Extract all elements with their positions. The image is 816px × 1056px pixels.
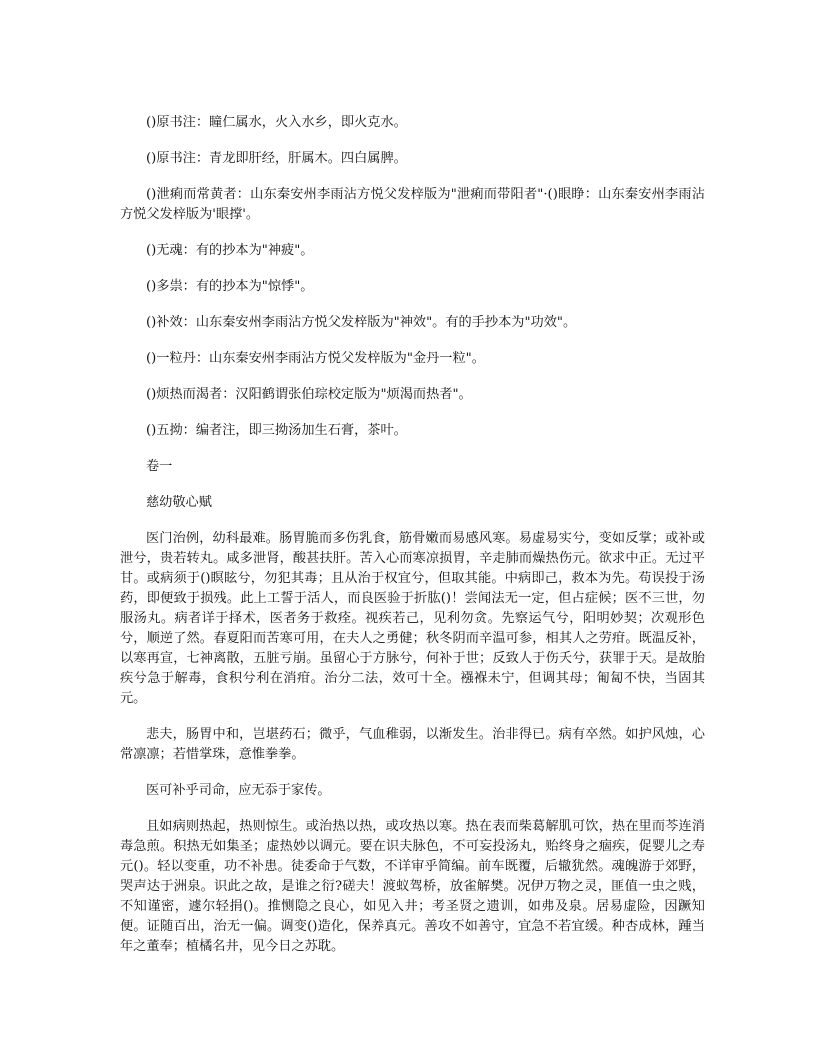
body-paragraph-3: 医可补乎司命，应无忝于家传。 — [146, 783, 331, 798]
footnote-9: ()五拗：编者注，即三拗汤加生石膏，茶叶。 — [146, 423, 407, 438]
document-page — [120, 113, 705, 973]
footnote-4: ()无魂：有的抄本为"神疲"。 — [146, 243, 314, 258]
footnote-2: ()原书注：青龙即肝经，肝属木。四白属脾。 — [146, 151, 407, 166]
footnote-5: ()多祟：有的抄本为"惊悸"。 — [146, 279, 314, 294]
body-paragraph-4: 且如病则热起，热则惊生。或治热以热，或攻热以寒。热在表而柴葛解肌可饮，热在里而芩连消毒急煎。积热无如集圣；虚热妙以调元。要在识夫脉色，不可妄投汤丸，贻终身之痼疾，促婴儿之寿元()。轻以变重，功不补患。徒委命于气数，不详审乎简编。前车既覆，后辙犹然。魂魄游于郊野，哭声达于洲泉。识此之故，是谁之衍?磋夫！渡蚁驾桥，放雀解樊。况伊万物之灵，匪值一虫之贱，不知谨密，遽尔轻捐()。推恻隐之良心，如见入井；考圣贤之遗训，如弗及泉。居易虚险，因蹶知便。证随百出，治无一偏。调变()造化，保养真元。善攻不如善守，宜急不若宜缓。种杏成林，踵当年之董奉；植橘名井，见今日之苏耽。 — [120, 819, 705, 954]
footnote-8: ()烦热而渴者：汉阳鹤谓张伯琮校定版为"烦渴而热者"。 — [146, 387, 472, 402]
footnote-7: ()一粒丹：山东秦安州李雨沾方悦父发梓版为"金丹一粒"。 — [146, 351, 485, 366]
section-title: 慈幼敬心赋 — [146, 495, 212, 510]
volume-heading: 卷一 — [146, 459, 173, 474]
footnote-1: ()原书注：瞳仁属水，火入水乡，即火克水。 — [146, 115, 407, 130]
footnote-6: ()补效：山东秦安州李雨沾方悦父发梓版为"神效"。有的手抄本为"功效"。 — [146, 315, 577, 330]
footnote-3: ()泄痢而常黄者：山东秦安州李雨沾方悦父发梓版为"泄痢而带阳者"·()眼睁：山东秦安州李雨沾方悦父发梓版为'眼撑'。 — [120, 187, 705, 222]
body-paragraph-1: 医门治例，幼科最难。肠胃脆而多伤乳食，筋骨嫩而易感风寒。易虚易实兮，变如反掌；或补或泄兮，贵若转丸。咸多泄肾，酸甚扶肝。苦入心而寒凉损胃，辛走肺而燥热伤元。欲求中正。无过平甘。或病须于()瞑眩兮，勿犯其毒；且从治于权宜兮，但取其能。中病即己，救本为先。苟误投于汤药，即便致于损残。此上工誓于活人，而良医验于折肱()！尝闻法无一定，但占症候；医不三世，勿服汤丸。病者详于择术，医者务于救痊。视疾若己，见利勿贪。先察运气兮，阳明妙契；次观形色兮，顺逆了然。春夏阳而苦寒可用，在夫人之勇健；秋冬阴而辛温可参，相其人之劳疳。既温反补，以寒再宣，七神离散，五脏亏崩。虽留心于方脉兮，何补于世；反致人于伤夭兮，获罪于天。是故胎疾兮急于解毒，食积兮利在消疳。治分二法，效可十全。襁褓未宁，但调其母；匍匐不快，当固其元。 — [120, 531, 705, 706]
body-paragraph-2: 悲夫，肠胃中和，岂堪药石；微乎，气血稚弱，以渐发生。治非得已。病有卒然。如护风烛，心常凛凛；若惜掌珠，意惟拳拳。 — [120, 727, 705, 762]
